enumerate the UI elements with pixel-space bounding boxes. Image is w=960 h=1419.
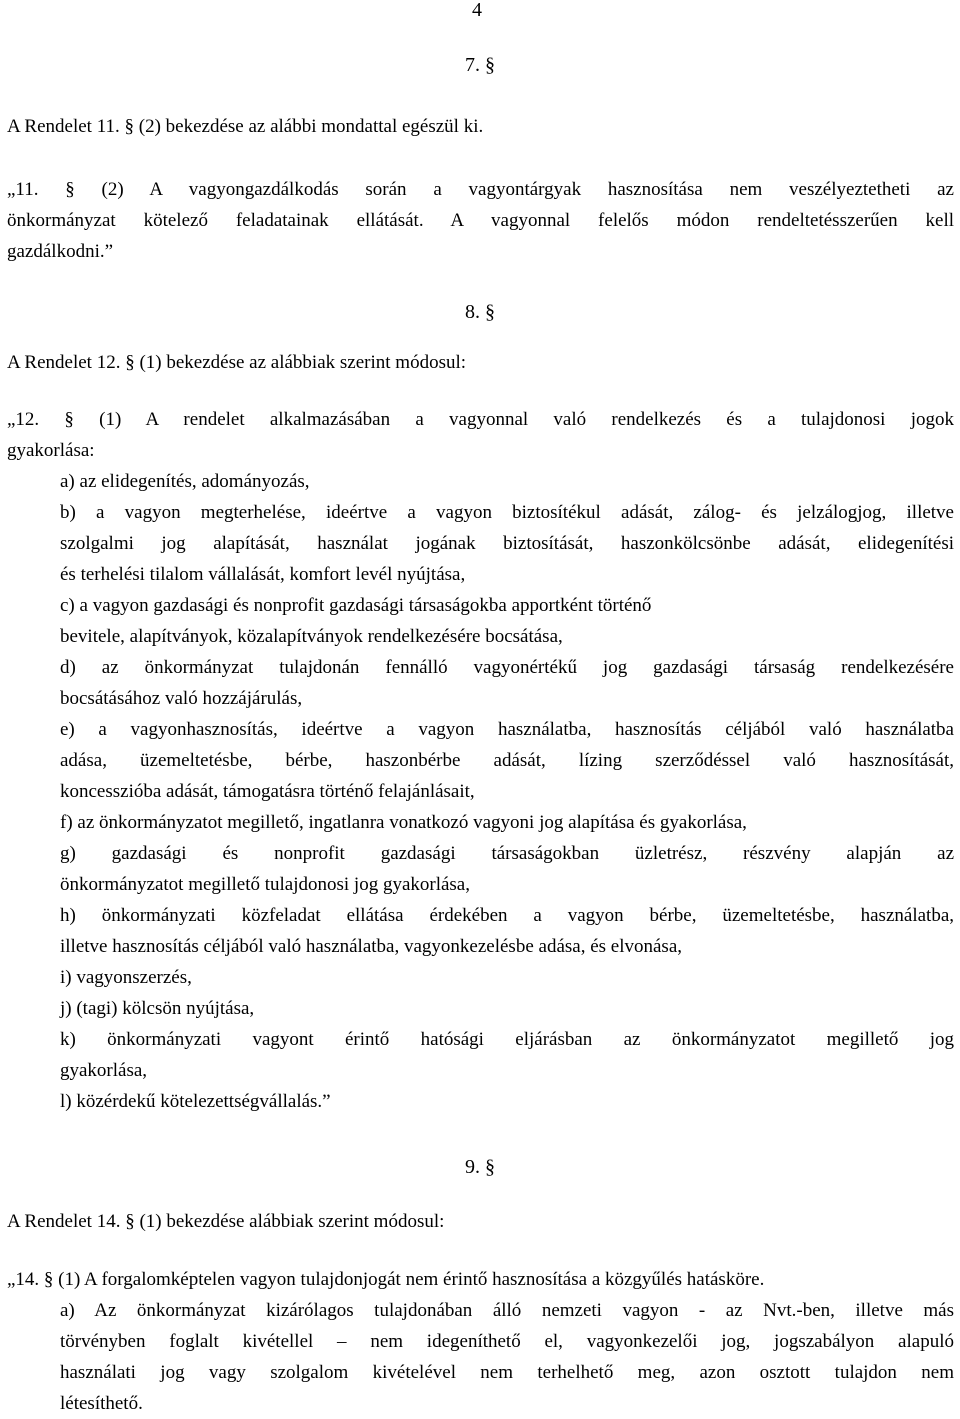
section-8-quote-line: gyakorlása: xyxy=(7,440,95,461)
list-item-b-cont: szolgalmi jog alapítását, használat jogának biztosítását, haszonkölcsönbe adását, elidegenítési xyxy=(60,533,954,554)
list-item-a: a) az elidegenítés, adományozás, xyxy=(60,471,310,492)
list-item-j: j) (tagi) kölcsön nyújtása, xyxy=(60,998,255,1019)
list-item-d: d) az önkormányzat tulajdonán fennálló vagyonértékű jog gazdasági társaság rendelkezésére xyxy=(60,657,954,678)
list-item-b-cont: és terhelési tilalom vállalását, komfort levél nyújtása, xyxy=(60,564,466,585)
section-7-intro-text: A Rendelet 11. § (2) bekezdése az alábbi mondattal egészül ki. xyxy=(7,116,484,137)
section-7-quote-line: önkormányzat kötelező feladatainak ellátását. A vagyonnal felelős módon rendeltetésszerűen kell xyxy=(7,210,954,231)
section-7-quote-line: gazdálkodni.” xyxy=(7,241,114,262)
list-item-g: g) gazdasági és nonprofit gazdasági társaságokban üzletrész, részvény alapján az xyxy=(60,843,954,864)
list-item-a-line: törvényben foglalt kivétellel – nem idegeníthető el, vagyonkezelői jog, jogszabályon alapuló xyxy=(60,1331,954,1352)
list-item-g-cont: önkormányzatot megillető tulajdonosi jog gyakorlása, xyxy=(60,874,470,895)
section-8-item-list xyxy=(60,466,954,1117)
list-item-b: b) a vagyon megterhelése, ideértve a vagyon biztosítékul adását, zálog- és jelzálogjog, illetve xyxy=(60,502,954,523)
list-item-f: f) az önkormányzatot megillető, ingatlanra vonatkozó vagyoni jog alapítása és gyakorlása, xyxy=(60,812,747,833)
list-item-c-cont: bevitele, alapítványok, közalapítványok rendelkezésére bocsátása, xyxy=(60,626,563,647)
section-7-heading: 7. § xyxy=(465,54,495,76)
section-8-quote xyxy=(7,404,954,466)
section-7-quote xyxy=(7,174,954,267)
section-9-item-a xyxy=(60,1295,954,1419)
section-8-intro-text: A Rendelet 12. § (1) bekezdése az alábbiak szerint módosul: xyxy=(7,352,467,373)
list-item-k-cont: gyakorlása, xyxy=(60,1060,148,1081)
list-item-e-cont: koncesszióba adását, támogatásra történő felajánlásait, xyxy=(60,781,475,802)
page-number: 4 xyxy=(472,0,482,21)
section-9-heading: 9. § xyxy=(465,1156,495,1178)
section-9-quote-line: „14. § (1) A forgalomképtelen vagyon tulajdonjogát nem érintő hasznosítása a közgyűlés hatásköre. xyxy=(7,1269,765,1290)
list-item-a-line: használati jog vagy szolgalom kivételével nem terhelhető meg, azon osztott tulajdon nem xyxy=(60,1362,954,1383)
section-8-quote-line: „12. § (1) A rendelet alkalmazásában a vagyonnal való rendelkezés és a tulajdonosi jogok xyxy=(7,409,954,430)
list-item-i: i) vagyonszerzés, xyxy=(60,967,192,988)
section-8-heading: 8. § xyxy=(465,301,495,323)
list-item-l: l) közérdekű kötelezettségvállalás.” xyxy=(60,1091,331,1112)
section-9-intro-text: A Rendelet 14. § (1) bekezdése alábbiak szerint módosul: xyxy=(7,1211,445,1232)
section-7-intro xyxy=(7,111,954,142)
list-item-a-line: létesíthető. xyxy=(60,1393,143,1414)
list-item-k: k) önkormányzati vagyont érintő hatósági eljárásban az önkormányzatot megillető jog xyxy=(60,1029,954,1050)
section-9-quote xyxy=(7,1264,954,1295)
section-8-intro xyxy=(7,347,954,378)
list-item-a-line: a) Az önkormányzat kizárólagos tulajdonában álló nemzeti vagyon - az Nvt.-ben, illetve más xyxy=(60,1300,954,1321)
list-item-e: e) a vagyonhasznosítás, ideértve a vagyon használatba, hasznosítás céljából való használatba xyxy=(60,719,954,740)
list-item-h-cont: illetve hasznosítás céljából való használatba, vagyonkezelésbe adása, és elvonása, xyxy=(60,936,682,957)
list-item-e-cont: adása, üzemeltetésbe, bérbe, haszonbérbe adását, lízing szerződéssel való hasznosítását, xyxy=(60,750,954,771)
section-7-quote-line: „11. § (2) A vagyongazdálkodás során a vagyontárgyak hasznosítása nem veszélyeztetheti az xyxy=(7,179,954,200)
list-item-c: c) a vagyon gazdasági és nonprofit gazdasági társaságokba apportként történő xyxy=(60,595,652,616)
list-item-d-cont: bocsátásához való hozzájárulás, xyxy=(60,688,303,709)
section-9-intro xyxy=(7,1206,954,1237)
list-item-h: h) önkormányzati közfeladat ellátása érdekében a vagyon bérbe, üzemeltetésbe, használatba, xyxy=(60,905,954,926)
